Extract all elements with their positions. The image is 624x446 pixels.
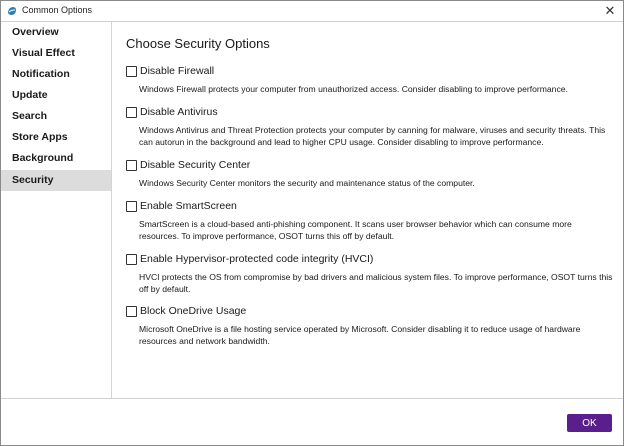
option-row (126, 106, 616, 120)
title-bar (1, 1, 623, 21)
disable-security-center-label[interactable]: Disable Security Center (140, 159, 251, 171)
enable-smartscreen-description: SmartScreen is a cloud-based anti-phishing component. It scans user browser behavior which can consume more resources. To improve performance, OSOT turns this off by default. (139, 219, 572, 241)
option-disable-firewall (126, 65, 616, 94)
sidebar-item-visual-effect[interactable]: Visual Effect (12, 47, 75, 59)
page-title: Choose Security Options (126, 36, 270, 51)
disable-firewall-checkbox[interactable] (126, 66, 137, 77)
enable-smartscreen-checkbox[interactable] (126, 201, 137, 212)
disable-security-center-description: Windows Security Center monitors the security and maintenance status of the computer. (139, 178, 475, 188)
option-enable-hvci (126, 253, 616, 294)
disable-antivirus-checkbox[interactable] (126, 107, 137, 118)
block-onedrive-description: Microsoft OneDrive is a file hosting service operated by Microsoft. Consider disabling it to reduce usage of hardware resources and network bandwidth. (139, 324, 581, 346)
enable-hvci-label[interactable]: Enable Hypervisor-protected code integrity (HVCI) (140, 253, 374, 265)
ok-button[interactable]: OK (567, 414, 612, 432)
security-options-panel (112, 22, 623, 398)
disable-antivirus-label[interactable]: Disable Antivirus (140, 106, 218, 118)
app-logo-icon (7, 6, 17, 16)
disable-firewall-description: Windows Firewall protects your computer from unauthorized access. Consider disabling to improve performance. (139, 84, 568, 94)
close-icon[interactable]: ✕ (604, 3, 616, 18)
enable-smartscreen-label[interactable]: Enable SmartScreen (140, 200, 237, 212)
disable-antivirus-description: Windows Antivirus and Threat Protection protects your computer by canning for malware, viruses and security threats. This can autorun in the background and lead to higher CPU usage. Consider disabling to improve performance. (139, 125, 606, 147)
option-disable-antivirus (126, 106, 616, 147)
option-disable-security-center (126, 159, 616, 188)
sidebar-item-background[interactable]: Background (12, 152, 74, 164)
sidebar-item-security[interactable]: Security (1, 170, 111, 191)
block-onedrive-checkbox[interactable] (126, 306, 137, 317)
option-row (126, 253, 616, 267)
sidebar-item-search[interactable]: Search (12, 110, 48, 122)
enable-hvci-checkbox[interactable] (126, 254, 137, 265)
sidebar-item-notification[interactable]: Notification (12, 68, 70, 80)
disable-security-center-checkbox[interactable] (126, 160, 137, 171)
footer-bar (1, 398, 623, 445)
block-onedrive-label[interactable]: Block OneDrive Usage (140, 305, 247, 317)
option-row (126, 159, 616, 173)
option-block-onedrive (126, 305, 616, 346)
window-title: Common Options (22, 5, 93, 15)
option-row (126, 200, 616, 214)
sidebar (1, 22, 112, 398)
sidebar-item-update[interactable]: Update (12, 89, 48, 101)
sidebar-item-store-apps[interactable]: Store Apps (12, 131, 68, 143)
disable-firewall-label[interactable]: Disable Firewall (140, 65, 215, 77)
sidebar-item-overview[interactable]: Overview (12, 26, 59, 38)
option-row (126, 65, 616, 79)
window-body (1, 21, 623, 399)
option-row (126, 305, 616, 319)
enable-hvci-description: HVCI protects the OS from compromise by bad drivers and malicious system files. To improve performance, OSOT turns this off by default. (139, 272, 613, 294)
option-enable-smartscreen (126, 200, 616, 241)
